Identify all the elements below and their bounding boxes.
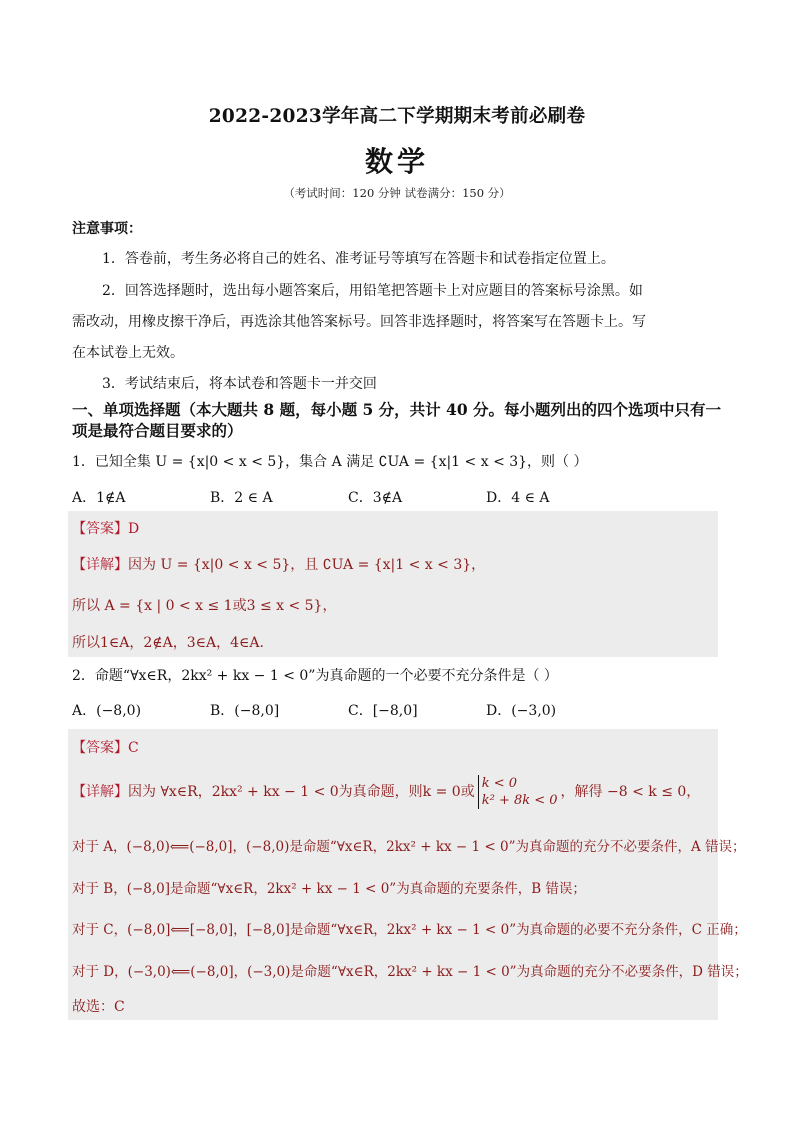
- option-d: D．(−3,0): [486, 703, 557, 719]
- detail-2-case-d: 对于 D，(−3,0)⟸(−8,0]，(−3,0)是命题“∀x∈R，2kx² + kx − 1 < 0”为真命题的充分不必要条件，D 错误；: [72, 964, 748, 980]
- option-c: C．3∉A: [348, 490, 403, 506]
- exam-info: （考试时间：120 分钟 试卷满分：150 分）: [283, 186, 511, 200]
- section-heading-line-1: 一、单项选择题（本大题共 8 题，每小题 5 分，共计 40 分。每小题列出的四个选项中只有一: [72, 400, 722, 419]
- detail-2-conclusion: 故选：C: [72, 999, 125, 1015]
- option-d: D．4 ∈ A: [486, 490, 550, 506]
- option-a: A．1∉A: [72, 490, 126, 506]
- detail-1-label: 【详解】: [72, 557, 128, 573]
- option-a: A．(−8,0): [72, 703, 142, 719]
- detail-2-case-c: 对于 C，(−8,0]⟸[−8,0]，[−8,0]是命题“∀x∈R，2kx² + kx − 1 < 0”为真命题的必要不充分条件，C 正确；: [72, 922, 747, 938]
- question-2-stem: 2．命题“∀x∈R，2kx² + kx − 1 < 0”为真命题的一个必要不充分条件是（ ）: [72, 668, 558, 684]
- detail-2-case-a: 对于 A，(−8,0)⟸(−8,0]，(−8,0)是命题“∀x∈R，2kx² + kx − 1 < 0”为真命题的充分不必要条件，A 错误；: [72, 839, 746, 855]
- detail-1-line-2: 所以 A = {x | 0 < x ≤ 1或3 ≤ x < 5}，: [72, 598, 337, 614]
- exam-title: 2022-2023学年高二下学期期末考前必刷卷: [208, 106, 586, 127]
- notes-item-3: 3．考试结束后，将本试卷和答题卡一并交回: [102, 376, 377, 392]
- question-1-options: [72, 487, 692, 507]
- section-heading-line-2: 项是最符合题目要求的）: [72, 421, 243, 440]
- question-2-options: [72, 700, 692, 720]
- notes-item-2-line-3: 在本试卷上无效。: [72, 345, 184, 361]
- option-b: B．(−8,0]: [210, 703, 280, 719]
- detail-2-text-a: 因为 ∀x∈R，2kx² + kx − 1 < 0为真命题，则k = 0或: [128, 784, 475, 800]
- detail-1-text: 因为 U = {x|0 < x < 5}，且 ∁UA = {x|1 < x < 3}，: [128, 557, 486, 573]
- system-bottom: k² + 8k < 0: [481, 793, 558, 808]
- notes-item-1: 1．答卷前，考生务必将自己的姓名、准考证号等填写在答题卡和试卷指定位置上。: [102, 251, 615, 267]
- subject-title: 数学: [364, 145, 429, 178]
- detail-2-text-b: ，解得 −8 < k ≤ 0，: [560, 784, 701, 800]
- question-1-stem: 1．已知全集 U = {x|0 < x < 5}，集合 A 满足 ∁UA = {x|1 < x < 3}，则（ ）: [72, 454, 588, 470]
- system-top: k < 0: [481, 776, 518, 791]
- option-b: B．2 ∈ A: [210, 490, 273, 506]
- notes-item-2-line-2: 需改动，用橡皮擦干净后，再选涂其他答案标号。回答非选择题时，将答案写在答题卡上。写: [72, 314, 646, 330]
- detail-2-case-b: 对于 B，(−8,0]是命题“∀x∈R，2kx² + kx − 1 < 0”为真命题的充要条件，B 错误；: [72, 881, 586, 897]
- inequality-system: [478, 775, 558, 809]
- detail-1-line-3: 所以1∈A，2∉A，3∈A，4∈A.: [72, 635, 264, 651]
- answer-2: 【答案】C: [72, 740, 139, 756]
- option-c: C．[−8,0]: [348, 703, 418, 719]
- notes-heading: 注意事项：: [72, 221, 142, 237]
- detail-2-label: 【详解】: [72, 784, 128, 800]
- detail-1-line-1: [72, 554, 485, 574]
- detail-2-line-1: [72, 775, 700, 809]
- answer-1: 【答案】D: [72, 521, 140, 537]
- notes-item-2-line-1: 2．回答选择题时，选出每小题答案后，用铅笔把答题卡上对应题目的答案标号涂黑。如: [102, 283, 643, 299]
